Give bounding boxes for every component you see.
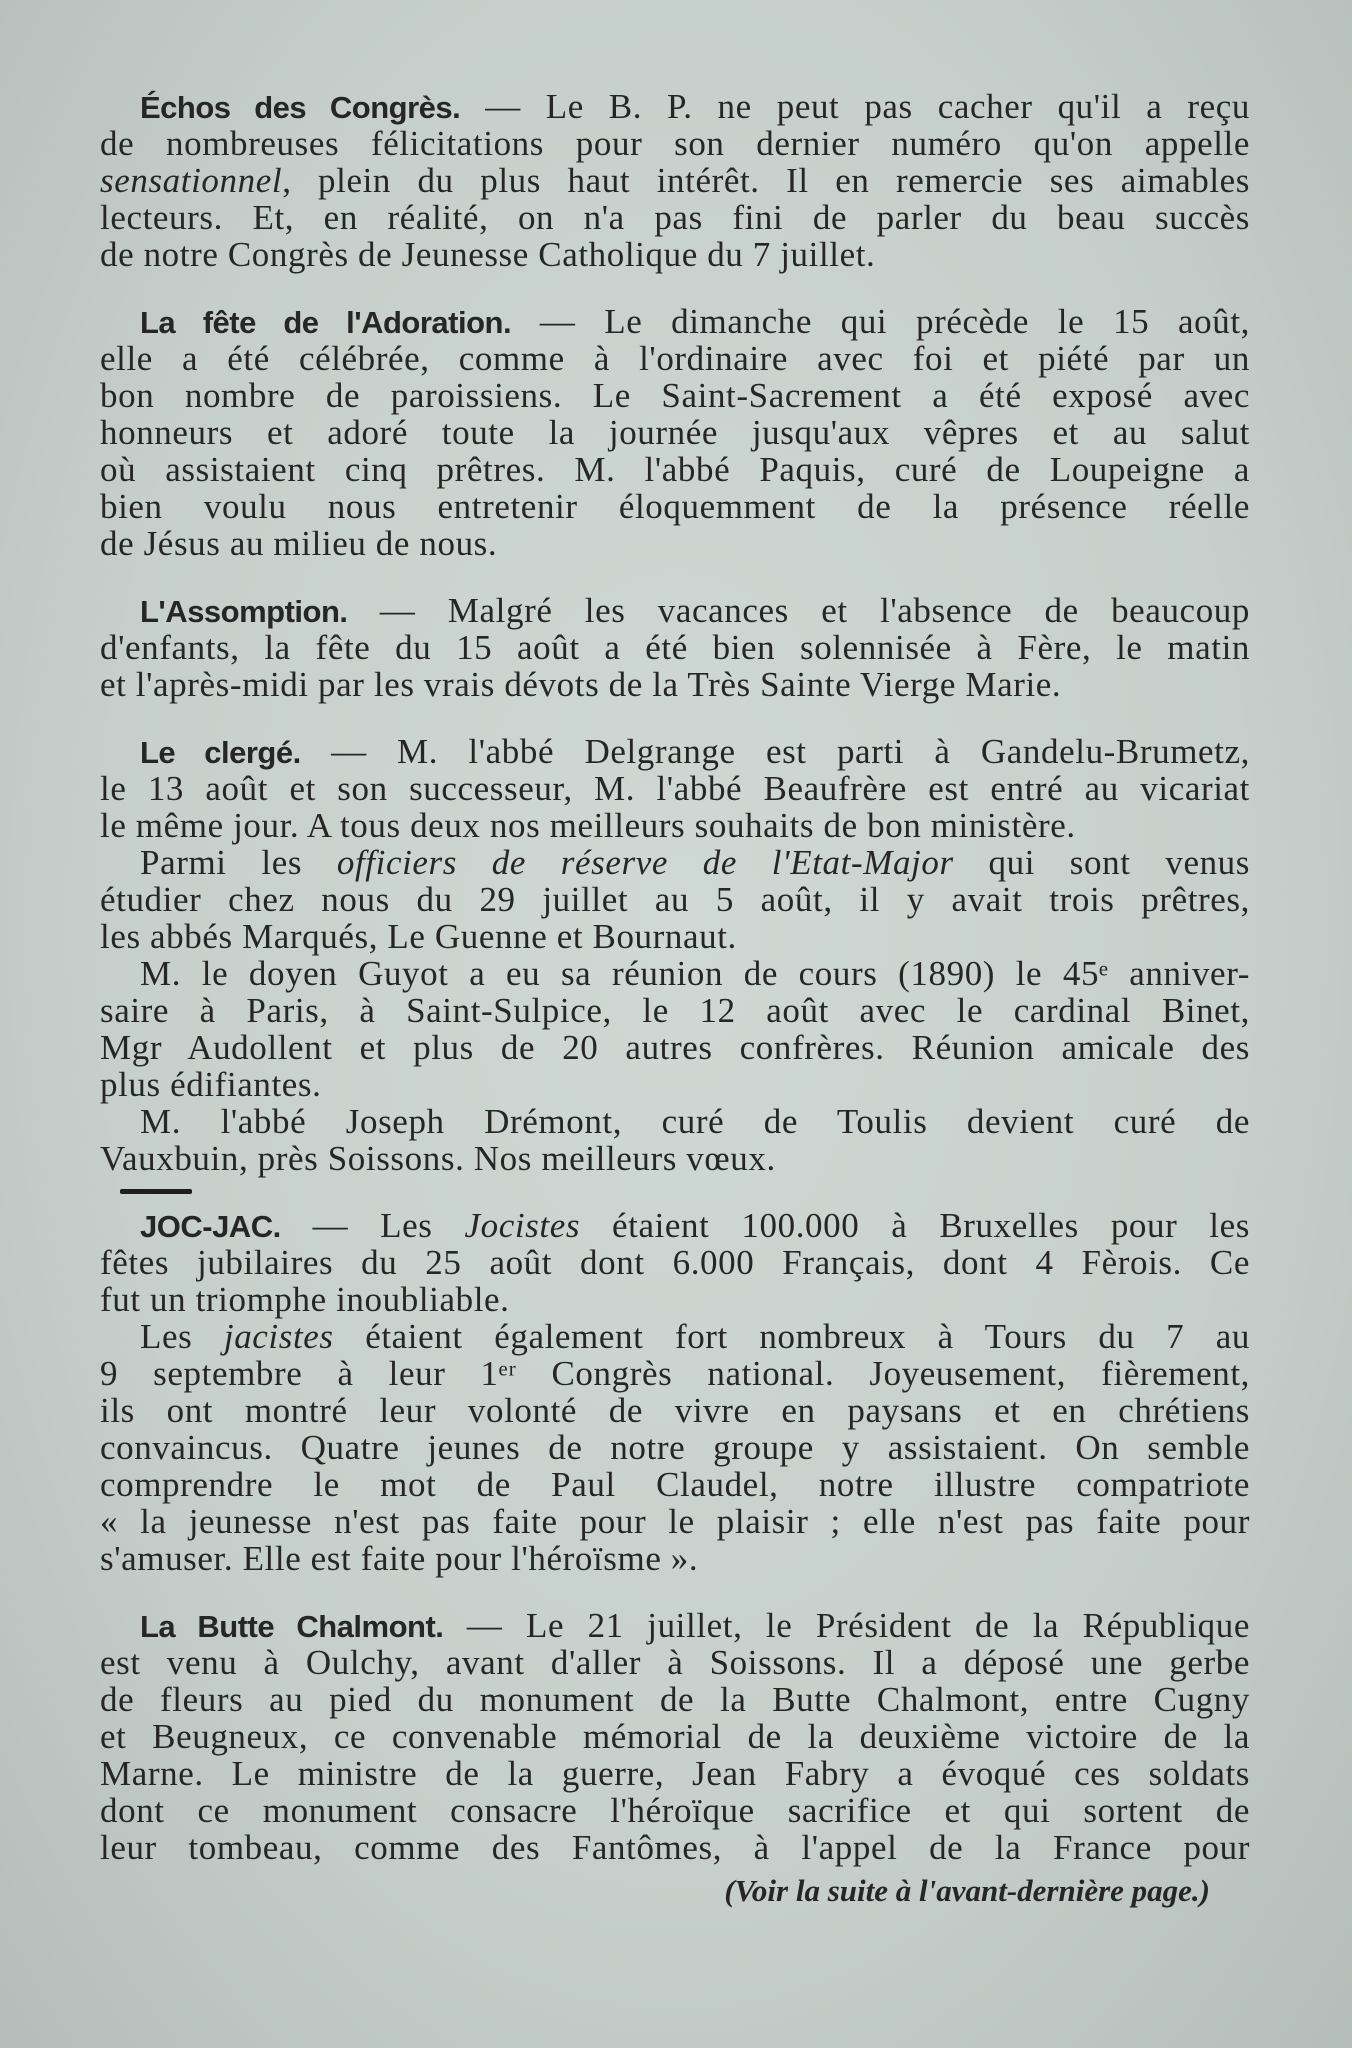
- line-text: plus édifiantes.: [100, 1065, 322, 1104]
- section: [100, 733, 1250, 1177]
- line-text: bien voulu nous entretenir éloquemment de la présence réelle: [100, 487, 1250, 526]
- line-text: saire à Paris, à Saint-Sulpice, le 12 août avec le cardinal Binet,: [100, 991, 1250, 1030]
- paragraph: [100, 955, 1250, 1103]
- text-line: [100, 1681, 1250, 1718]
- section: [100, 303, 1250, 562]
- section-divider: [120, 1189, 192, 1194]
- text-line: [100, 414, 1250, 451]
- text-line: [100, 1755, 1250, 1792]
- text-segment: Parmi les: [140, 843, 337, 882]
- text-line: [100, 666, 1250, 703]
- text-line: [100, 162, 1250, 199]
- line-text: M. l'abbé Joseph Drémont, curé de Toulis devient curé de: [140, 1102, 1250, 1141]
- line-text: — M. l'abbé Delgrange est parti à Gandelu-Brumetz,: [331, 732, 1250, 771]
- text-segment: étaient également fort nombreux à Tours du 7 au: [333, 1317, 1251, 1356]
- text-line: [100, 629, 1250, 666]
- line-text: de nombreuses félicitations pour son dernier numéro qu'on appelle: [100, 124, 1250, 163]
- section: [100, 88, 1250, 273]
- text-line: [100, 1281, 1250, 1318]
- line-text: et Beugneux, ce convenable mémorial de la deuxième victoire de la: [100, 1717, 1250, 1756]
- text-line: [100, 1355, 1250, 1392]
- line-text: convaincus. Quatre jeunes de notre groupe y assistaient. On semble: [100, 1428, 1250, 1467]
- line-text: où assistaient cinq prêtres. M. l'abbé Paquis, curé de Loupeigne a: [100, 450, 1250, 489]
- text-line: [100, 88, 1250, 125]
- paragraph: [100, 1207, 1250, 1318]
- section: [100, 1207, 1250, 1577]
- text-segment: étaient 100.000 à Bruxelles pour les: [580, 1206, 1250, 1245]
- text-line: [100, 1540, 1250, 1577]
- text-line: [100, 1607, 1250, 1644]
- article-body: [100, 88, 1250, 1909]
- line-text: le même jour. A tous deux nos meilleurs souhaits de bon ministère.: [100, 806, 1076, 845]
- text-line: [100, 1792, 1250, 1829]
- section-heading: JOC-JAC.: [140, 1209, 281, 1244]
- line-text: — Le B. P. ne peut pas cacher qu'il a reçu: [485, 87, 1250, 126]
- line-text: de fleurs au pied du monument de la Butte Chalmont, entre Cugny: [100, 1680, 1250, 1719]
- line-text: d'enfants, la fête du 15 août a été bien solennisée à Fère, le matin: [100, 628, 1250, 667]
- section-heading: Échos des Congrès.: [140, 90, 461, 125]
- text-line: [100, 1244, 1250, 1281]
- text-line: [100, 592, 1250, 629]
- line-text: Mgr Audollent et plus de 20 autres confrères. Réunion amicale des: [100, 1028, 1250, 1067]
- line-text: 9 septembre à leur 1ᵉʳ Congrès national. Joyeusement, fièrement,: [100, 1354, 1250, 1393]
- paragraph: [100, 1318, 1250, 1577]
- text-segment: qui sont venus: [953, 843, 1250, 882]
- line-text: leur tombeau, comme des Fantômes, à l'appel de la France pour: [100, 1828, 1250, 1867]
- line-text: dont ce monument consacre l'héroïque sacrifice et qui sortent de: [100, 1791, 1250, 1830]
- continuation-note: (Voir la suite à l'avant-dernière page.): [724, 1873, 1210, 1908]
- text-line: [100, 525, 1250, 562]
- line-text: comprendre le mot de Paul Claudel, notre illustre compatriote: [100, 1465, 1250, 1504]
- line-text: — Le 21 juillet, le Président de la République: [466, 1606, 1250, 1645]
- section-heading: Le clergé.: [140, 735, 301, 770]
- text-line: [100, 1429, 1250, 1466]
- text-line: [100, 1718, 1250, 1755]
- text-line: [100, 1466, 1250, 1503]
- line-text: elle a été célébrée, comme à l'ordinaire avec foi et piété par un: [100, 339, 1250, 378]
- text-line: [100, 881, 1250, 918]
- text-line: [100, 488, 1250, 525]
- text-line: [100, 1644, 1250, 1681]
- text-line: [100, 1029, 1250, 1066]
- line-text: fut un triomphe inoubliable.: [100, 1280, 510, 1319]
- line-text: M. le doyen Guyot a eu sa réunion de cours (1890) le 45ᵉ anniver-: [140, 954, 1250, 993]
- paragraph: [100, 844, 1250, 955]
- line-text: fêtes jubilaires du 25 août dont 6.000 Français, dont 4 Fèrois. Ce: [100, 1243, 1250, 1282]
- italic-segment: officiers de réserve de l'Etat-Major: [336, 843, 954, 882]
- paragraph: [100, 1103, 1250, 1177]
- line-text: honneurs et adoré toute la journée jusqu'aux vêpres et au salut: [100, 413, 1250, 452]
- text-line: [100, 733, 1250, 770]
- line-text: Vauxbuin, près Soissons. Nos meilleurs vœux.: [100, 1139, 776, 1178]
- text-line: [100, 1207, 1250, 1244]
- text-line: [100, 844, 1250, 881]
- section-heading: L'Assomption.: [140, 594, 348, 629]
- text-line: [100, 1066, 1250, 1103]
- line-text: ils ont montré leur volonté de vivre en paysans et en chrétiens: [100, 1391, 1250, 1430]
- line-text: les abbés Marqués, Le Guenne et Bournaut.: [100, 917, 737, 956]
- line-text: est venu à Oulchy, avant d'aller à Soissons. Il a déposé une gerbe: [100, 1643, 1250, 1682]
- section: [100, 592, 1250, 703]
- text-line: [100, 303, 1250, 340]
- line-text: s'amuser. Elle est faite pour l'héroïsme ».: [100, 1539, 699, 1578]
- text-line: [100, 199, 1250, 236]
- text-line: [100, 770, 1250, 807]
- text-line: [100, 340, 1250, 377]
- italic-segment: Jocistes: [464, 1206, 581, 1245]
- text-line: [100, 1140, 1250, 1177]
- text-line: [100, 1103, 1250, 1140]
- line-text: Marne. Le ministre de la guerre, Jean Fabry a évoqué ces soldats: [100, 1754, 1250, 1793]
- line-text: de notre Congrès de Jeunesse Catholique du 7 juillet.: [100, 235, 876, 274]
- paragraph: [100, 592, 1250, 703]
- italic-segment: sensationnel: [100, 161, 283, 200]
- text-line: [100, 1392, 1250, 1429]
- text-line: [100, 918, 1250, 955]
- text-line: [100, 992, 1250, 1029]
- line-text: « la jeunesse n'est pas faite pour le plaisir ; elle n'est pas faite pour: [100, 1502, 1250, 1541]
- paragraph: [100, 1607, 1250, 1866]
- section: [100, 1607, 1250, 1866]
- section-heading: La fête de l'Adoration.: [140, 305, 512, 340]
- text-line: [100, 125, 1250, 162]
- text-line: [100, 955, 1250, 992]
- paragraph: [100, 88, 1250, 273]
- line-text: le 13 août et son successeur, M. l'abbé Beaufrère est entré au vicariat: [100, 769, 1250, 808]
- line-text: bon nombre de paroissiens. Le Saint-Sacrement a été exposé avec: [100, 376, 1250, 415]
- line-text: de Jésus au milieu de nous.: [100, 524, 498, 563]
- text-line: [100, 236, 1250, 273]
- line-text: — Malgré les vacances et l'absence de beaucoup: [379, 591, 1250, 630]
- text-line: [100, 807, 1250, 844]
- italic-segment: jacistes: [223, 1317, 334, 1356]
- line-text: et l'après-midi par les vrais dévots de la Très Sainte Vierge Marie.: [100, 665, 1062, 704]
- paragraph: [100, 733, 1250, 844]
- text-segment: — Les: [312, 1206, 465, 1245]
- text-line: [100, 451, 1250, 488]
- paragraph: [100, 303, 1250, 562]
- text-line: [100, 1318, 1250, 1355]
- line-text: étudier chez nous du 29 juillet au 5 août, il y avait trois prêtres,: [100, 880, 1250, 919]
- section-heading: La Butte Chalmont.: [140, 1609, 444, 1644]
- text-line: [100, 377, 1250, 414]
- text-segment: , plein du plus haut intérêt. Il en remercie ses aimables: [282, 161, 1250, 200]
- text-line: [100, 1503, 1250, 1540]
- text-line: [100, 1829, 1250, 1866]
- line-text: lecteurs. Et, en réalité, on n'a pas fini de parler du beau succès: [100, 198, 1250, 237]
- text-segment: Les: [140, 1317, 224, 1356]
- line-text: — Le dimanche qui précède le 15 août,: [539, 302, 1250, 341]
